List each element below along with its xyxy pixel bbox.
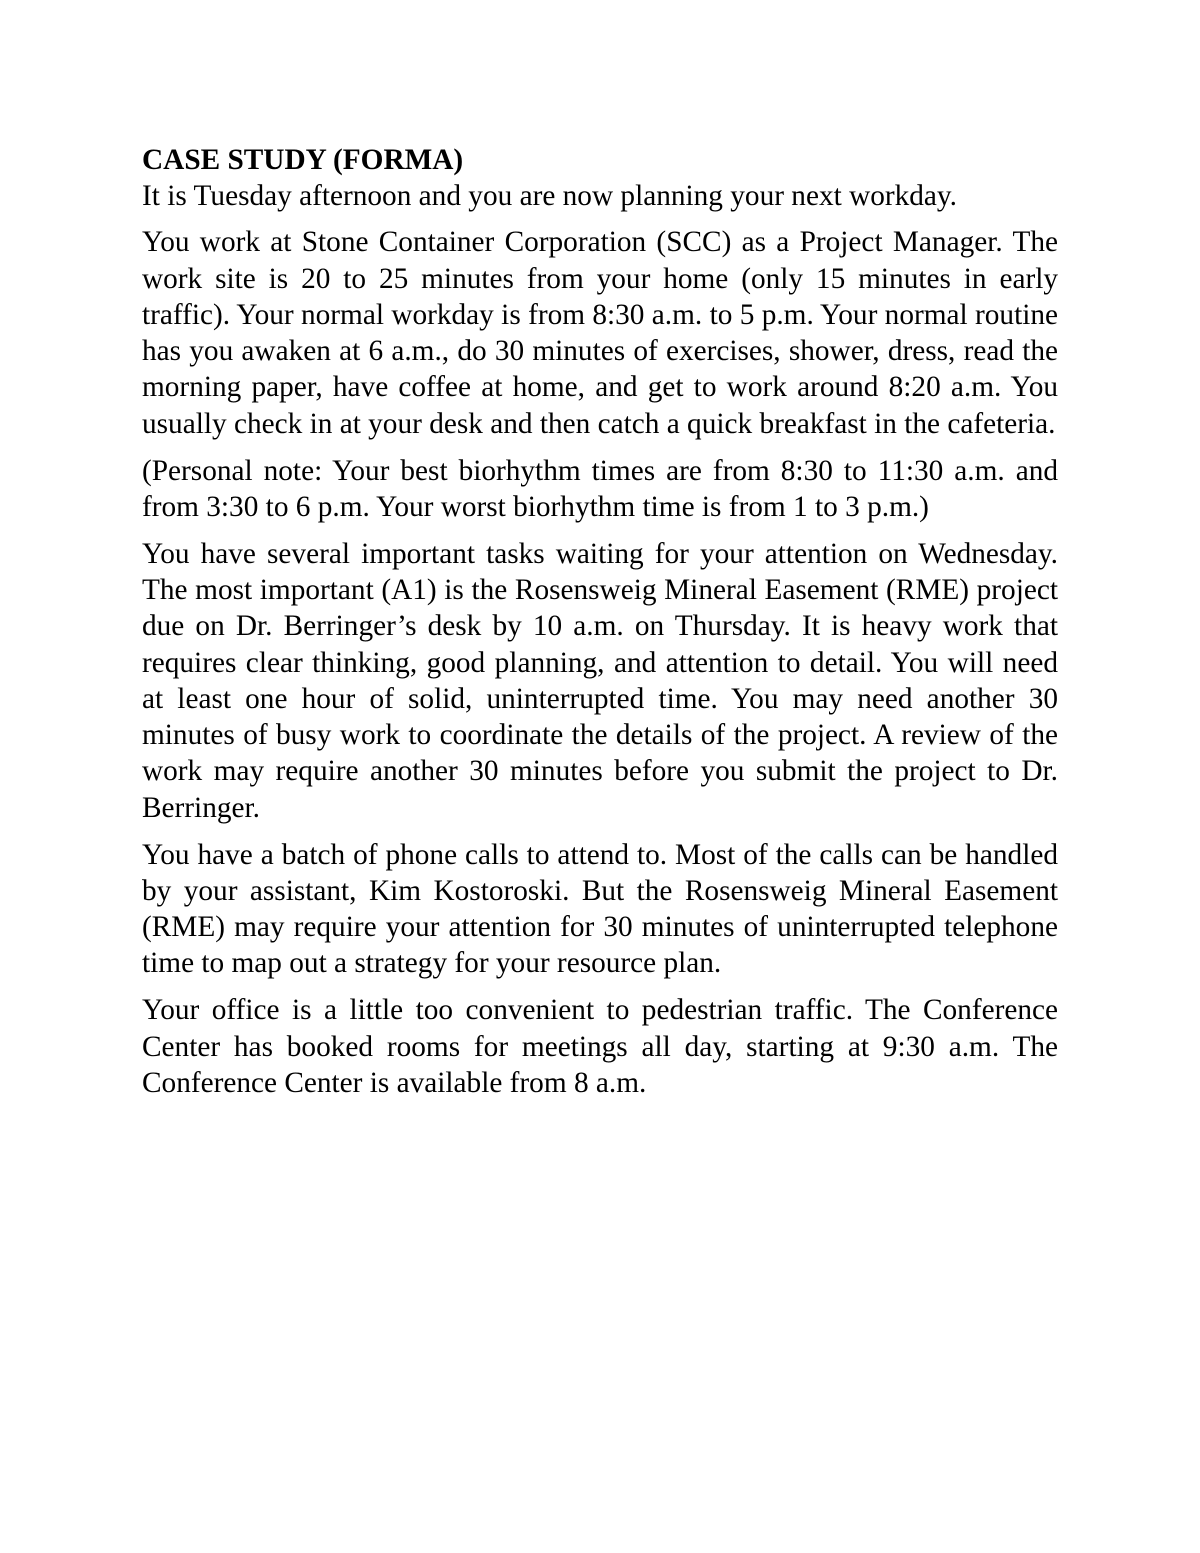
document-title: CASE STUDY (FORMA) [142, 144, 464, 176]
paragraph-office-traffic: Your office is a little too convenient to pedestrian traffic. The Conference Center has booked rooms for meetings all day, starting at 9:30 a.m. The Conference Center is available from 8 a.m. [142, 994, 1058, 1099]
paragraph-intro: It is Tuesday afternoon and you are now planning your next workday. [142, 180, 958, 212]
paragraph-personal-note: (Personal note: Your best biorhythm times are from 8:30 to 11:30 a.m. and from 3:30 to 6 p.m. Your worst biorhythm time is from 1 to 3 p.m.) [142, 454, 1058, 523]
document-page [142, 142, 1058, 1112]
paragraph-job-routine: You work at Stone Container Corporation (SCC) as a Project Manager. The work site is 20 to 25 minutes from your home (only 15 minutes in early traffic). Your normal workday is from 8:30 a.m. to 5 p.m. Your normal routine has you awaken at 6 a.m., do 30 minutes of exercises, shower, dress, read the morning paper, have coffee at home, and get to work around 8:20 a.m. You usually check in at your desk and then catch a quick breakfast in the cafeteria. [142, 226, 1058, 440]
paragraph-important-tasks: You have several important tasks waiting for your attention on Wednesday. The most important (A1) is the Rosensweig Mineral Easement (RME) project due on Dr. Berringer’s desk by 10 a.m. on Thursday. It is heavy work that requires clear thinking, good planning, and attention to detail. You will need at least one hour of solid, uninterrupted time. You may need another 30 minutes of busy work to coordinate the details of the project. A review of the work may require another 30 minutes before you submit the project to Dr. Berringer. [142, 537, 1058, 824]
paragraph-phone-calls: You have a batch of phone calls to attend to. Most of the calls can be handled by your assistant, Kim Kostoroski. But the Rosensweig Mineral Easement (RME) may require your attention for 30 minutes of uninterrupted telephone time to map out a strategy for your resource plan. [142, 838, 1058, 980]
